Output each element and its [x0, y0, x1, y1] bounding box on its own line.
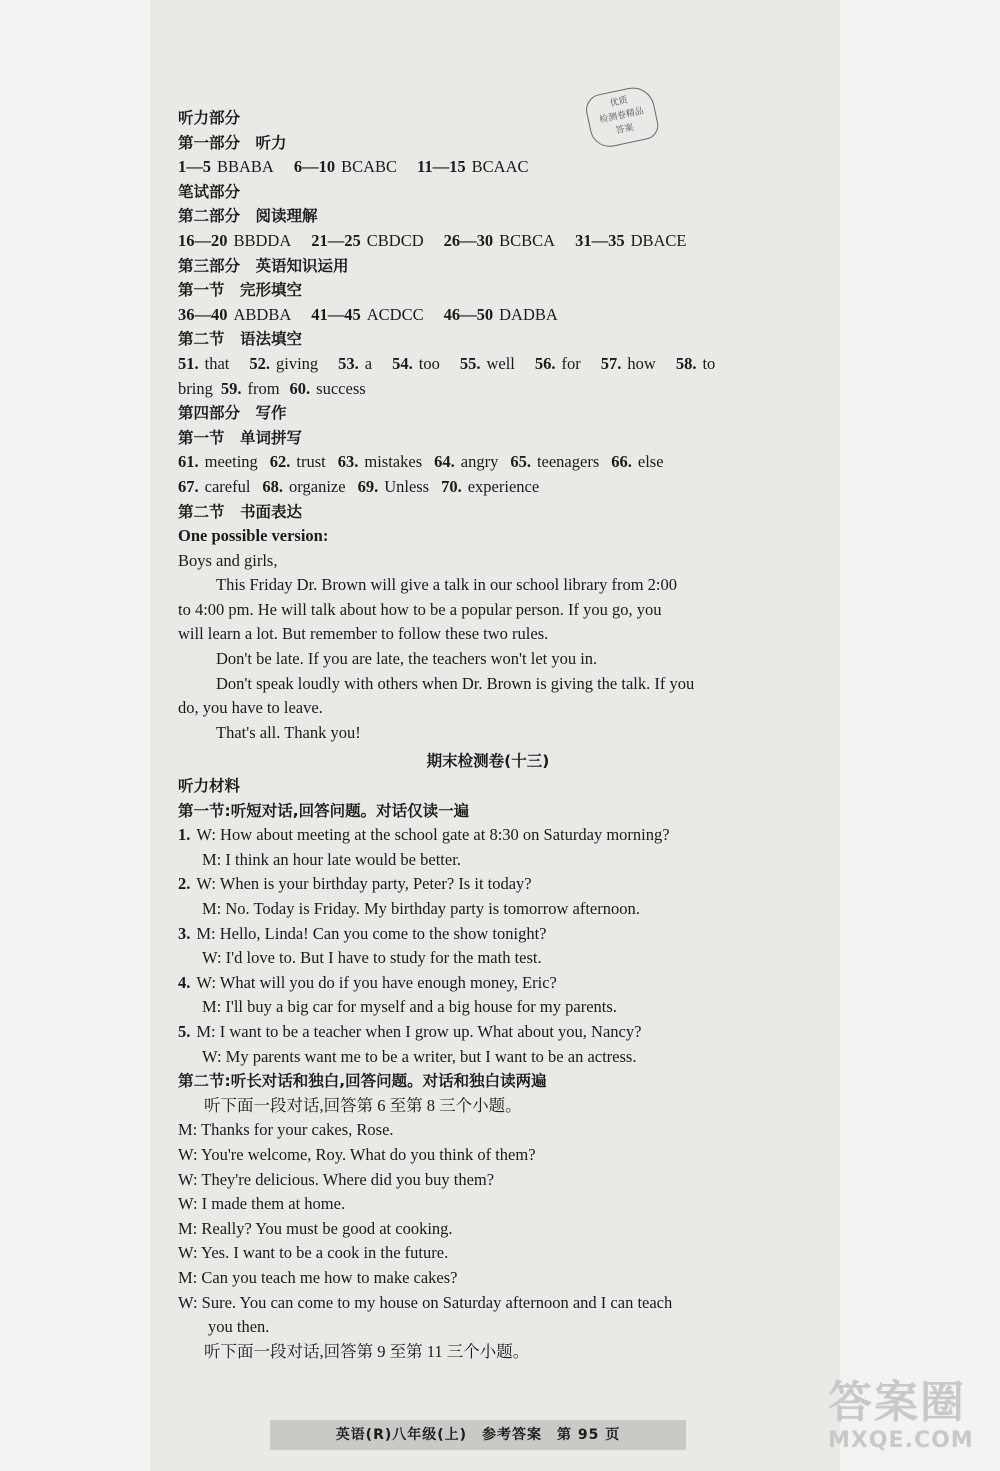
essay-body — [178, 573, 798, 745]
answer-word: else — [637, 452, 664, 472]
exam-title: 期末检测卷(十三) — [426, 752, 550, 771]
dialogue-reply: M: No. Today is Friday. My birthday party is tomorrow afternoon. — [202, 899, 640, 918]
question-number: 70. — [441, 476, 462, 496]
dialogue-number: 1. — [178, 825, 191, 845]
heading-part4: 第四部分 写作 — [178, 404, 287, 423]
answer-word: careful — [204, 476, 251, 496]
reading-answers — [178, 229, 798, 254]
answer-word: trust — [296, 452, 326, 472]
dialogue-text: W: What will you do if you have enough money, Eric? — [196, 972, 557, 992]
question-number: 51. — [178, 353, 199, 373]
answer-letters: BCAAC — [471, 157, 529, 177]
answer-letters: BBDDA — [233, 230, 292, 250]
dialogue-line — [178, 922, 798, 947]
spelling-answers-1 — [178, 450, 798, 475]
answer-letters: CBDCD — [366, 230, 424, 250]
answer-range: 46—50 — [443, 304, 494, 324]
long-dialogue-line: W: You're welcome, Roy. What do you think of them? — [178, 1144, 536, 1164]
answer-word: teenagers — [536, 452, 600, 472]
question-number: 52. — [249, 353, 270, 373]
essay-line: will learn a lot. But remember to follow these two rules. — [178, 624, 549, 644]
dialogue-text: M: I want to be a teacher when I grow up. What about you, Nancy? — [196, 1021, 642, 1041]
question-number: 53. — [338, 353, 359, 373]
answer-word: giving — [276, 353, 319, 373]
answer-word: angry — [460, 452, 499, 472]
answer-letters: DBACE — [630, 230, 687, 250]
answer-letters: ACDCC — [366, 304, 424, 324]
dialogue-text: W: When is your birthday party, Peter? Is it today? — [196, 874, 532, 894]
answer-range: 41—45 — [311, 304, 361, 324]
question-number: 61. — [178, 452, 199, 472]
grammar-answers-1 — [178, 352, 798, 377]
question-number: 65. — [510, 452, 531, 472]
long-dialogue-line: W: They're delicious. Where did you buy them? — [178, 1169, 495, 1189]
question-number: 57. — [600, 353, 622, 373]
grammar-answers-2 — [178, 377, 798, 402]
essay-line: This Friday Dr. Brown will give a talk in our school library from 2:00 — [216, 575, 678, 595]
answer-word: mistakes — [364, 452, 423, 472]
answer-letters: ABDBA — [233, 304, 292, 324]
essay-line: do, you have to leave. — [178, 698, 323, 718]
heading-listening: 听力部分 — [178, 109, 241, 127]
dialogue-number: 2. — [178, 874, 191, 894]
heading-essay: 第二节 书面表达 — [178, 502, 303, 521]
dialogue-reply: M: I think an hour late would be better. — [202, 849, 461, 869]
dialogue-reply: W: My parents want me to be a writer, but I want to be an actress. — [202, 1046, 637, 1066]
dialogue-text: M: Hello, Linda! Can you come to the show tonight? — [196, 923, 547, 943]
stamp-mark: 优质 检测卷精品 答案 — [583, 84, 661, 151]
long-dialogue-line: M: Can you teach me how to make cakes? — [178, 1267, 458, 1287]
question-number: 56. — [534, 353, 556, 373]
listening-answers — [178, 155, 798, 180]
question-number: 67. — [178, 476, 199, 496]
answer-word: a — [364, 353, 373, 373]
question-number: 68. — [262, 476, 284, 496]
question-number: 59. — [220, 378, 242, 398]
dialogue-number: 3. — [178, 923, 191, 943]
answer-letters: BCABC — [341, 157, 398, 177]
question-number: 64. — [434, 452, 455, 472]
essay-line: Don't speak loudly with others when Dr. Brown is giving the talk. If you — [216, 673, 695, 693]
heading-listening-material: 听力材料 — [178, 777, 241, 796]
answer-letters: BBABA — [217, 157, 274, 177]
heading-written: 笔试部分 — [178, 182, 241, 201]
answer-word: how — [627, 353, 656, 373]
dialogue-reply: M: I'll buy a big car for myself and a big house for my parents. — [202, 997, 617, 1017]
essay-greeting: Boys and girls, — [178, 550, 278, 570]
question-number: 60. — [289, 378, 311, 398]
answer-word: too — [418, 353, 440, 373]
heading-part3: 第三部分 英语知识运用 — [178, 256, 349, 275]
essay-line: to 4:00 pm. He will talk about how to be a popular person. If you go, you — [178, 599, 662, 619]
heading-section2: 第二节:听长对话和独白,回答问题。对话和独白读两遍 — [178, 1072, 547, 1091]
long-dialogue-line: W: I made them at home. — [178, 1194, 346, 1214]
essay-line: That's all. Thank you! — [216, 722, 361, 742]
answer-word: for — [561, 353, 581, 373]
question-number: 58. — [675, 353, 697, 373]
answer-word: to — [702, 353, 716, 373]
heading-part1: 第一部分 听力 — [178, 133, 287, 152]
essay-label: One possible version: — [178, 526, 329, 546]
question-number: 62. — [269, 452, 291, 472]
answer-content — [178, 106, 798, 1364]
spelling-answers-2 — [178, 475, 798, 500]
question-number: 66. — [611, 452, 632, 472]
heading-grammar: 第二节 语法填空 — [178, 330, 303, 349]
dialogue-line — [178, 823, 798, 848]
heading-spelling: 第一节 单词拼写 — [178, 428, 303, 447]
answer-word: success — [316, 378, 366, 398]
watermark-logo: 答案圈 MXQE.COM — [828, 1377, 974, 1453]
dialogue-number: 4. — [178, 972, 191, 992]
answer-range: 11—15 — [417, 157, 466, 177]
answer-range: 16—20 — [178, 230, 228, 250]
long-dialogue-line: M: Really? You must be good at cooking. — [178, 1218, 453, 1238]
answer-word: organize — [289, 476, 346, 496]
answer-range: 36—40 — [178, 304, 228, 324]
long-dialogue-line: W: Yes. I want to be a cook in the future. — [178, 1243, 449, 1263]
dialogue-number: 5. — [178, 1021, 191, 1041]
question-number: 55. — [459, 353, 481, 373]
answer-word: well — [486, 353, 515, 373]
dialogue-text: W: How about meeting at the school gate at 8:30 on Saturday morning? — [196, 825, 670, 845]
long-dialogue-cont: you then. — [208, 1317, 270, 1337]
heading-part2: 第二部分 阅读理解 — [178, 207, 318, 226]
long-dialogue — [178, 1118, 798, 1315]
answer-word: experience — [467, 476, 540, 496]
answer-word: meeting — [204, 452, 258, 472]
answer-range: 6—10 — [293, 157, 336, 177]
page-footer: 英语(R)八年级(上) 参考答案 第 95 页 — [270, 1420, 686, 1450]
question-number: 63. — [337, 452, 359, 472]
dialogue-reply: W: I'd love to. But I have to study for the math test. — [202, 948, 542, 968]
intro-6-8: 听下面一段对话,回答第 6 至第 8 三个小题。 — [204, 1095, 522, 1115]
intro-9-11: 听下面一段对话,回答第 9 至第 11 三个小题。 — [204, 1341, 530, 1361]
answer-word: bring — [178, 378, 213, 398]
dialogue-line — [178, 1020, 798, 1045]
question-number: 69. — [357, 476, 379, 496]
cloze-answers — [178, 303, 798, 328]
long-dialogue-line: M: Thanks for your cakes, Rose. — [178, 1120, 394, 1140]
question-number: 54. — [392, 353, 413, 373]
dialogue-line — [178, 971, 798, 996]
essay-line: Don't be late. If you are late, the teachers won't let you in. — [216, 649, 598, 669]
answer-range: 1—5 — [178, 157, 211, 177]
answer-word: from — [247, 378, 280, 398]
dialogue-line — [178, 872, 798, 897]
answer-letters: DADBA — [499, 304, 558, 324]
long-dialogue-line: W: Sure. You can come to my house on Saturday afternoon and I can teach — [178, 1292, 673, 1312]
answer-word: that — [204, 353, 230, 373]
heading-section1: 第一节:听短对话,回答问题。对话仅读一遍 — [178, 801, 470, 820]
answer-letters: BCBCA — [499, 230, 556, 250]
heading-cloze: 第一节 完形填空 — [178, 281, 303, 300]
answer-range: 31—35 — [575, 230, 625, 250]
answer-word: Unless — [384, 476, 430, 496]
answer-range: 26—30 — [443, 230, 494, 250]
short-dialogues — [178, 823, 798, 1069]
answer-range: 21—25 — [311, 230, 361, 250]
